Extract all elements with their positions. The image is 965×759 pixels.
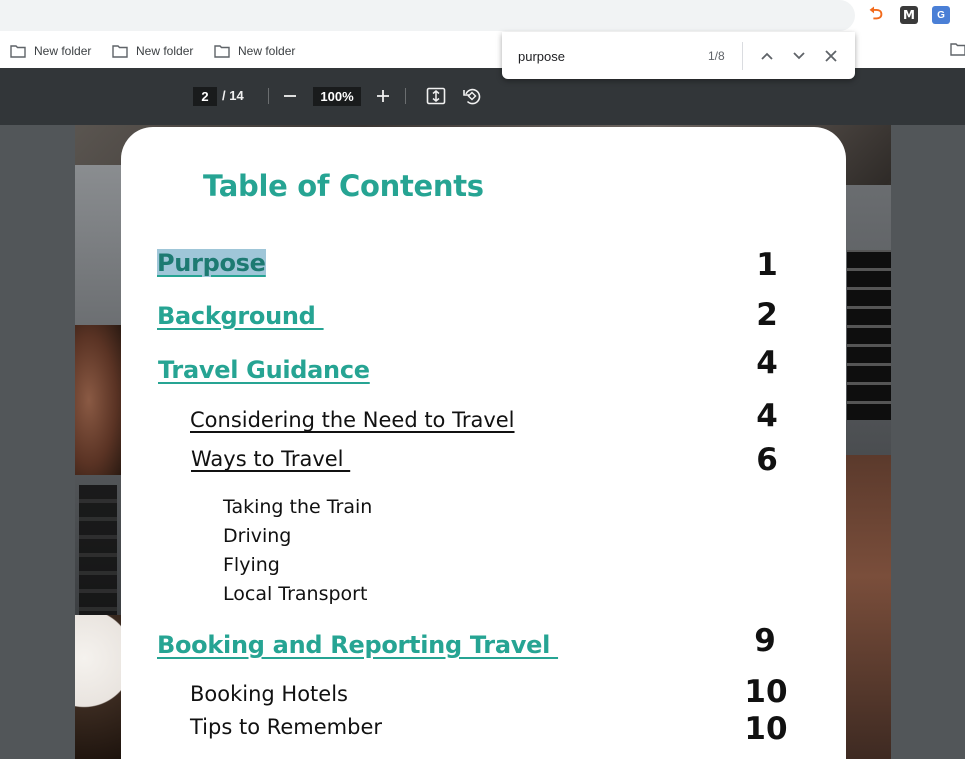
close-icon bbox=[825, 50, 837, 62]
find-input[interactable] bbox=[518, 47, 698, 65]
find-divider bbox=[742, 42, 743, 70]
page-number: 2 bbox=[756, 297, 778, 333]
zoom-out-button[interactable] bbox=[278, 84, 302, 108]
plus-icon bbox=[376, 89, 390, 103]
toc-item-flying[interactable]: Flying bbox=[223, 554, 280, 576]
page-number: 9 bbox=[754, 623, 776, 659]
zoom-level-input[interactable]: 100% bbox=[313, 87, 361, 106]
background-photo bbox=[75, 325, 121, 475]
background-photo bbox=[847, 250, 891, 420]
find-match-count: 1/8 bbox=[708, 49, 725, 63]
toc-item-booking-hotels[interactable]: Booking Hotels bbox=[190, 682, 348, 706]
bookmark-folder[interactable] bbox=[214, 42, 295, 60]
orange-extension-icon[interactable]: ⮌ bbox=[869, 3, 883, 23]
page-number: 6 bbox=[756, 442, 778, 478]
background-photo bbox=[79, 485, 117, 625]
find-bar bbox=[502, 32, 855, 79]
translate-extension-icon[interactable]: G bbox=[932, 6, 950, 24]
toc-link-background[interactable]: Background bbox=[157, 302, 324, 330]
folder-icon bbox=[10, 45, 26, 58]
toc-link-ways-to-travel[interactable]: Ways to Travel bbox=[191, 447, 351, 471]
bookmark-folder[interactable] bbox=[10, 42, 91, 60]
toolbar-divider bbox=[268, 88, 269, 104]
rotate-icon bbox=[462, 86, 482, 106]
fit-page-icon bbox=[426, 87, 446, 105]
toc-link-travel-guidance[interactable]: Travel Guidance bbox=[158, 356, 370, 384]
page-number: 1 bbox=[756, 247, 778, 283]
background-photo bbox=[845, 455, 891, 759]
toc-link-considering[interactable]: Considering the Need to Travel bbox=[190, 408, 515, 432]
bookmark-label: New folder bbox=[136, 44, 194, 58]
page-title: Table of Contents bbox=[203, 169, 484, 203]
zoom-in-button[interactable] bbox=[371, 84, 395, 108]
find-previous-button[interactable] bbox=[755, 44, 779, 68]
find-close-button[interactable] bbox=[819, 44, 843, 68]
page-number-input[interactable]: 2 bbox=[193, 87, 217, 106]
page-number: 10 bbox=[744, 711, 788, 747]
pdf-page bbox=[75, 125, 891, 759]
search-highlight: Purpose bbox=[157, 249, 266, 277]
toc-item-tips[interactable]: Tips to Remember bbox=[190, 715, 383, 739]
background-photo bbox=[75, 615, 121, 759]
toc-item-train[interactable]: Taking the Train bbox=[223, 496, 373, 518]
fit-to-page-button[interactable] bbox=[424, 84, 448, 108]
bookmark-label: New folder bbox=[34, 44, 92, 58]
browser-top-strip bbox=[0, 0, 965, 33]
toc-link-booking-reporting[interactable]: Booking and Reporting Travel bbox=[157, 631, 559, 659]
chevron-down-icon bbox=[793, 52, 805, 60]
chevron-up-icon bbox=[761, 52, 773, 60]
page-number: 10 bbox=[744, 674, 788, 710]
page-number: 4 bbox=[756, 398, 778, 434]
folder-icon bbox=[112, 45, 128, 58]
toc-card bbox=[121, 127, 846, 759]
find-next-button[interactable] bbox=[787, 44, 811, 68]
folder-icon[interactable] bbox=[950, 43, 965, 56]
rotate-button[interactable] bbox=[460, 84, 484, 108]
page-number: 4 bbox=[756, 345, 778, 381]
toc-link-purpose[interactable] bbox=[157, 249, 266, 277]
toc-item-local-transport[interactable]: Local Transport bbox=[223, 583, 368, 605]
minus-icon bbox=[283, 89, 297, 103]
bookmark-folder[interactable] bbox=[112, 42, 193, 60]
page-total: / 14 bbox=[222, 88, 244, 103]
address-bar[interactable] bbox=[0, 0, 855, 31]
toc-item-driving[interactable]: Driving bbox=[223, 525, 292, 547]
mail-extension-icon[interactable]: M bbox=[900, 6, 918, 24]
toolbar-divider bbox=[405, 88, 406, 104]
bookmark-label: New folder bbox=[238, 44, 296, 58]
folder-icon bbox=[214, 45, 230, 58]
